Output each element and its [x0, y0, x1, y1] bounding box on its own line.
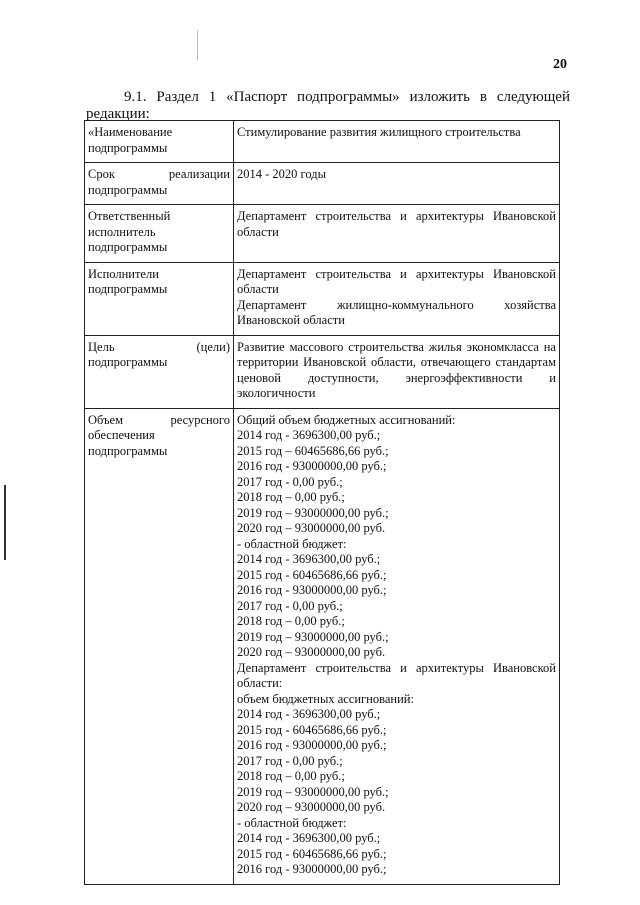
- scan-mark-faint: [197, 30, 198, 60]
- term-label: [85, 163, 234, 205]
- funding-dept-regional-line: 2015 год - 60465686,66 руб.;: [237, 846, 387, 861]
- name-value: Стимулирование развития жилищного строительства: [234, 121, 560, 163]
- funding-total-line: 2017 год - 0,00 руб.;: [237, 474, 343, 489]
- funding-regional-line: 2019 год – 93000000,00 руб.;: [237, 629, 389, 644]
- funding-regional-line: 2020 год – 93000000,00 руб.: [237, 645, 386, 659]
- subprogram-passport-table: [84, 120, 560, 885]
- funding-regional-title: - областной бюджет:: [237, 536, 347, 551]
- term-value: 2014 - 2020 годы: [234, 163, 560, 205]
- intro-paragraph: 9.1. Раздел 1 «Паспорт подпрограммы» изложить в следующей редакции:: [86, 89, 570, 122]
- funding-dept-line: 2014 год - 3696300,00 руб.;: [237, 707, 381, 721]
- funding-label: [85, 408, 234, 884]
- table-row-executors: [85, 262, 560, 335]
- funding-total-line: 2018 год – 0,00 руб.;: [237, 490, 345, 504]
- funding-dept-regional-line: 2016 год - 93000000,00 руб.;: [237, 862, 387, 876]
- funding-dept-regional-line: 2014 год - 3696300,00 руб.;: [237, 831, 381, 845]
- goal-value: Развитие массового строительства жилья экономкласса на территории Ивановской области, отвечающего стандартам ценовой доступности, энергоэффективности и экологичности: [234, 335, 560, 408]
- funding-total-title: Общий объем бюджетных ассигнований:: [237, 412, 456, 427]
- funding-label-line-3: подпрограммы: [88, 443, 168, 458]
- funding-label-line: Объем ресурсного: [88, 412, 230, 427]
- term-label-line: Срок реализации: [88, 167, 230, 181]
- goal-label-line: Цель (цели): [88, 339, 230, 354]
- funding-dept-subtitle: объем бюджетных ассигнований:: [237, 691, 414, 706]
- funding-regional-line: 2016 год - 93000000,00 руб.;: [237, 583, 387, 597]
- funding-dept-line: 2015 год - 60465686,66 руб.;: [237, 722, 387, 737]
- funding-dept-line: 2018 год – 0,00 руб.;: [237, 769, 345, 783]
- responsible-value: Департамент строительства и архитектуры Ивановской области: [234, 205, 560, 263]
- funding-label-line-2: обеспечения: [88, 428, 155, 442]
- name-label: «Наименование подпрограммы: [85, 121, 234, 163]
- funding-dept-title: Департамент строительства и архитектуры Ивановской области:: [237, 660, 556, 690]
- goal-label: [85, 335, 234, 408]
- funding-dept-regional-title: - областной бюджет:: [237, 815, 347, 830]
- table-row-funding: [85, 408, 560, 884]
- funding-total-line: 2015 год – 60465686,66 руб.;: [237, 443, 389, 458]
- funding-dept-line: 2020 год – 93000000,00 руб.: [237, 800, 386, 814]
- funding-dept-line: 2017 год - 0,00 руб.;: [237, 753, 343, 768]
- executors-value: [234, 262, 560, 335]
- table-row-term: [85, 163, 560, 205]
- funding-dept-line: 2016 год - 93000000,00 руб.;: [237, 738, 387, 752]
- funding-total-line: 2016 год - 93000000,00 руб.;: [237, 459, 387, 473]
- page-number: 20: [553, 57, 567, 72]
- funding-dept-line: 2019 год – 93000000,00 руб.;: [237, 784, 389, 799]
- table-row-responsible: [85, 205, 560, 263]
- goal-label-line-2: подпрограммы: [88, 355, 168, 369]
- funding-regional-line: 2014 год - 3696300,00 руб.;: [237, 552, 381, 566]
- responsible-label: Ответственный исполнитель подпрограммы: [85, 205, 234, 263]
- scan-mark: [4, 485, 6, 560]
- term-label-line-2: подпрограммы: [88, 182, 168, 197]
- executors-label: Исполнители подпрограммы: [85, 262, 234, 335]
- funding-total-line: 2014 год - 3696300,00 руб.;: [237, 428, 381, 442]
- executor-1: Департамент строительства и архитектуры Ивановской области: [237, 266, 556, 296]
- funding-regional-line: 2017 год - 0,00 руб.;: [237, 598, 343, 613]
- table-row-goal: [85, 335, 560, 408]
- table-row-name: [85, 121, 560, 163]
- funding-regional-line: 2018 год – 0,00 руб.;: [237, 614, 345, 628]
- funding-total-line: 2020 год – 93000000,00 руб.: [237, 521, 386, 535]
- funding-value: [234, 408, 560, 884]
- funding-total-line: 2019 год – 93000000,00 руб.;: [237, 505, 389, 520]
- executor-2: Департамент жилищно-коммунального хозяйства Ивановской области: [237, 297, 556, 327]
- funding-regional-line: 2015 год - 60465686,66 руб.;: [237, 567, 387, 582]
